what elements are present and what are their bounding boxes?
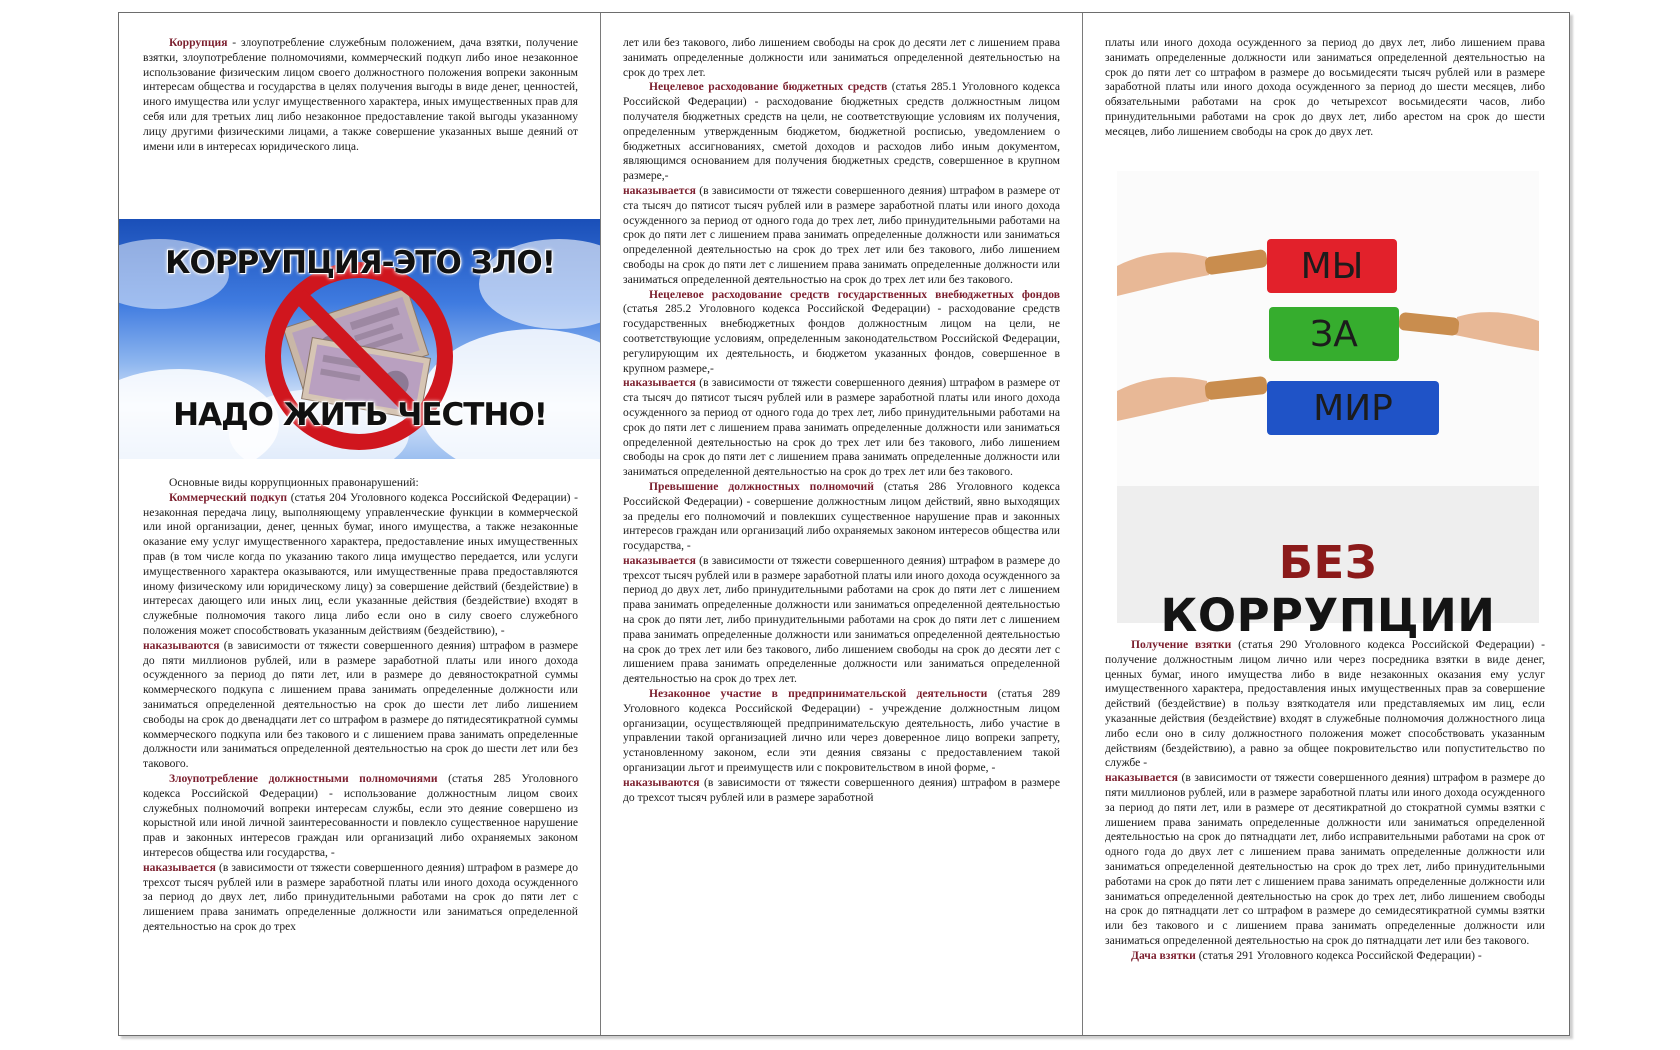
column-middle-text [623, 36, 1060, 805]
penalty-paragraph: наказывается (в зависимости от тяжести совершенного деяния) штрафом в размере до пяти миллионов рублей, или в размере заработной платы или иного дохода осужденного за период до пяти лет, или в размере от десятикратной до стократной суммы взятки с лишением права занимать определенные должности или заниматься определенной деятельностью на срок до пятнадцати лет, либо исправительными работами на срок от одного года до двух лет с лишением права занимать определенные должности или заниматься определенной деятельностью на срок до трех лет, либо принудительными работами на срок до пяти лет с лишением права занимать определенные должности или заниматься определенной деятельностью на срок до трех лет, либо лишением свободы на срок до пятнадцати лет со штрафом в размере до семидесятикратной суммы взятки или без такового и с лишением права занимать определенные должности или заниматься определенной деятельностью на срок до пятнадцати лет или без такового. [1105, 771, 1545, 947]
banner-slogan: НАДО ЖИТЬ ЧЕСТНО! [173, 397, 547, 433]
slogan-word-without: БЕЗ [1278, 536, 1378, 589]
section-fund-misuse: Нецелевое расходование средств государственных внебюджетных фондов (статья 285.2 Уголовного кодекса Российской Федерации) - расходование средств государственных внебюджетных фондов должностным лицом на цели, не соответствующие условиям, определенным законодательством Российской Федерации, регулирующим их деятельность, и бюджетом указанных фондов, совершенное в крупном размере,- [623, 287, 1060, 375]
column-right-text [1105, 638, 1545, 964]
paint-stroke-blue: МИР [1267, 381, 1439, 435]
section-heading: Превышение должностных полномочий [649, 479, 874, 493]
section-budget-misuse: Нецелевое расходование бюджетных средств (статья 285.1 Уголовного кодекса Российской Федерации) - расходование бюджетных средств должностным лицом получателя бюджетных средств на цели, не соответствующие условиям их получения, определенным утвержденным бюджетом, бюджетной росписью, уведомлением о бюджетных ассигнованиях, сметой доходов и расходов либо иным документом, являющимся основанием для получения бюджетных средств, совершенное в крупном размере,- [623, 80, 1060, 183]
offense-types [143, 476, 578, 935]
corruption-definition-text: - злоупотребление служебным положением, дача взятки, получение взятки, злоупотребление полномочиями, коммерческий подкуп либо иное незаконное использование физическим лицом своего должностного положения вопреки законным интересам общества и государства в целях получения выгоды в виде денег, ценностей, иного имущества или услуг имущественного характера, иных имущественных прав для себя или для третьих лиц либо незаконное предоставление такой выгоды указанному лицу другими физическими лицами, а также совершение указанных выше деяний от имени или в интересах юридического лица. [143, 36, 578, 153]
section-heading: Нецелевое расходование средств государственных внебюджетных фондов [649, 287, 1060, 301]
section-commercial-bribery: Коммерческий подкуп (статья 204 Уголовного кодекса Российской Федерации) - незаконная передача лицу, выполняющему управленческие функции в коммерческой или иной организации, денег, ценных бумаг, иного имущества, а также незаконные оказание ему услуг имущественного характера, предоставление иных имущественных прав (в том числе когда по указанию такого лица имущество передается, или услуги имущественного характера оказываются, или имущественные права предоставляются иному физическому или юридическому лицу) за совершение действий (бездействие) в интересах дающего или иных лиц, если указанные действия (бездействие) входят в служебные полномочия такого лица либо если оно в силу своего служебного положения может способствовать указанным действиям (бездействию), - [143, 490, 578, 637]
penalty-label: наказывается [623, 376, 696, 390]
penalty-label: наказывается [1105, 771, 1178, 785]
section-heading: Злоупотребление должностными полномочиями [169, 771, 438, 785]
section-heading: Нецелевое расходование бюджетных средств [649, 80, 888, 94]
paint-stroke-red: МЫ [1267, 239, 1397, 293]
penalty-label: наказываются [143, 638, 220, 652]
penalty-paragraph: наказывается (в зависимости от тяжести совершенного деяния) штрафом в размере от ста тысяч до пятисот тысяч рублей или в размере заработной платы или иного дохода осужденного за период от одного года до трех лет, либо принудительными работами на срок до пяти лет с лишением права занимать определенные должности или заниматься определенной деятельностью на срок до трех лет или без такового, либо лишением свободы на срок до пяти лет с лишением права занимать определенные должности или заниматься определенной деятельностью на срок до трех лет или без такового. [623, 376, 1060, 479]
column-right [1083, 13, 1567, 1035]
penalty-paragraph: наказывается (в зависимости от тяжести совершенного деяния) штрафом в размере до трехсот тысяч рублей или в размере заработной платы или иного дохода осужденного за период до двух лет, либо принудительными работами на срок до пяти лет с лишением права занимать определенные должности или заниматься определенной деятельностью на срок до пяти лет, либо принудительными работами на срок до пяти лет с лишением права занимать определенные должности или заниматься определенной деятельностью на срок до трех лет или без такового, либо лишением свободы на срок до десяти лет с лишением права занимать определенные должности или заниматься определенной деятельностью на срок до трех лет. [623, 553, 1060, 686]
corruption-term: Коррупция [169, 36, 228, 49]
paint-stroke-green: ЗА [1269, 307, 1399, 361]
section-heading: Коммерческий подкуп [169, 490, 288, 504]
penalty-paragraph: наказывается (в зависимости от тяжести совершенного деяния) штрафом в размере до трехсот тысяч рублей или в размере заработной платы или иного дохода осужденного за период до двух лет, либо принудительными работами на срок до пяти лет с лишением права занимать определенные должности или заниматься определенной деятельностью на срок до трех [143, 860, 578, 933]
section-receiving-bribe: Получение взятки (статья 290 Уголовного кодекса Российской Федерации) - получение должностным лицом лично или через посредника взятки в виде денег, ценных бумаг, иного имущества либо в виде незаконных оказания ему услуг имущественного характера, предоставления иных имущественных прав за совершение действий (бездействие) в пользу взяткодателя или представляемых им лиц, если указанные действия (бездействие) входят в служебные полномочия должностного лица либо если оно в силу должностного положения может способствовать указанным действиям (бездействию), а равно за общее покровительство или попустительство по службе - [1105, 638, 1545, 770]
leaflet-sheet [118, 12, 1570, 1036]
section-illegal-business: Незаконное участие в предпринимательской деятельности (статья 289 Уголовного кодекса Российской Федерации) - учреждение должностным лицом организации, осуществляющей предпринимательскую деятельность, либо участие в управлении такой организацией лично или через доверенное лицо вопреки запрету, установленному законом, если эти деяния связаны с предоставлением такой организации льгот и преимуществ или с покровительством в иной форме, - [623, 687, 1060, 775]
no-corruption-slogan [1117, 536, 1539, 642]
column-left [119, 13, 601, 1035]
banner-headline: КОРРУПЦИЯ-ЭТО ЗЛО! [165, 245, 555, 281]
section-heading: Дача взятки [1131, 948, 1196, 962]
penalty-label: наказывается [623, 553, 696, 567]
continued-text: платы или иного дохода осужденного за период до двух лет, либо лишением права занимать определенные должности или заниматься определенной деятельностью на срок до пяти лет со штрафом в размере до восьмидесяти тысяч рублей или в размере заработной платы или иного дохода осужденного за период до шести месяцев, либо обязательными работами на срок до четырехсот восьмидесяти часов, либо принудительными работами на срок до двух лет, либо арестом на срок до шести месяцев, либо лишением свободы на срок до двух лет. [1105, 36, 1545, 138]
penalty-label: наказываются [623, 775, 700, 789]
continued-text: лет или без такового, либо лишением свободы на срок до десяти лет с лишением права занимать определенные должности или заниматься определенной деятельностью на срок до трех лет. [623, 36, 1060, 79]
section-heading: Получение взятки [1131, 638, 1232, 651]
penalty-paragraph: наказываются (в зависимости от тяжести совершенного деяния) штрафом в размере до трехсот тысяч рублей или в размере заработной [623, 775, 1060, 804]
section-excess-of-authority: Превышение должностных полномочий (статья 286 Уголовного кодекса Российской Федерации) - совершение должностным лицом действий, явно выходящих за пределы его полномочий и повлекших существенное нарушение прав и законных интересов граждан или организаций либо охраняемых законом интересов общества или государства, - [623, 479, 1060, 553]
slogan-word-corruption: КОРРУПЦИИ [1160, 589, 1496, 642]
anti-corruption-banner [119, 219, 601, 459]
section-abuse-of-authority: Злоупотребление должностными полномочиями (статья 285 Уголовного кодекса Российской Федерации) - использование должностным лицом своих служебных полномочий вопреки интересам службы, если это деяние совершено из корыстной или иной личной заинтересованности и повлекло существенное нарушение прав и законных интересов граждан или организаций либо охраняемых законом интересов общества или государства, - [143, 771, 578, 859]
penalty-paragraph: наказывается (в зависимости от тяжести совершенного деяния) штрафом в размере от ста тысяч до пятисот тысяч рублей или в размере заработной платы или иного дохода осужденного за период от одного года до трех лет, либо принудительными работами на срок до пяти лет с лишением права занимать определенные должности или заниматься определенной деятельностью на срок до трех лет или без такового, либо лишением свободы на срок до пяти лет с лишением права занимать определенные должности или заниматься определенной деятельностью на срок до трех лет или без такового. [623, 183, 1060, 286]
section-heading: Незаконное участие в предпринимательской деятельности [649, 687, 988, 701]
column-middle [601, 13, 1083, 1035]
penalty-label: наказывается [623, 183, 696, 197]
section-giving-bribe: Дача взятки (статья 291 Уголовного кодекса Российской Федерации) - [1131, 948, 1482, 962]
penalty-label: наказывается [143, 860, 216, 874]
penalty-paragraph: наказываются (в зависимости от тяжести совершенного деяния) штрафом в размере до пяти миллионов рублей, или в размере заработной платы или иного дохода осужденного за период до пяти лет, или в размере до девяностократной суммы коммерческого подкупа с лишением права занимать определенные должности или заниматься определенной деятельностью на срок до шести лет либо лишением свободы на срок до двенадцати лет со штрафом в размере до пятидесятикратной суммы коммерческого подкупа или без такового и с лишением права занимать определенные должности или заниматься определенной деятельностью на срок до шести лет или без такового. [143, 638, 578, 771]
corruption-definition [143, 36, 578, 154]
offense-types-title: Основные виды коррупционных правонарушений: [169, 476, 419, 489]
paint-brushes-illustration [1117, 171, 1539, 642]
